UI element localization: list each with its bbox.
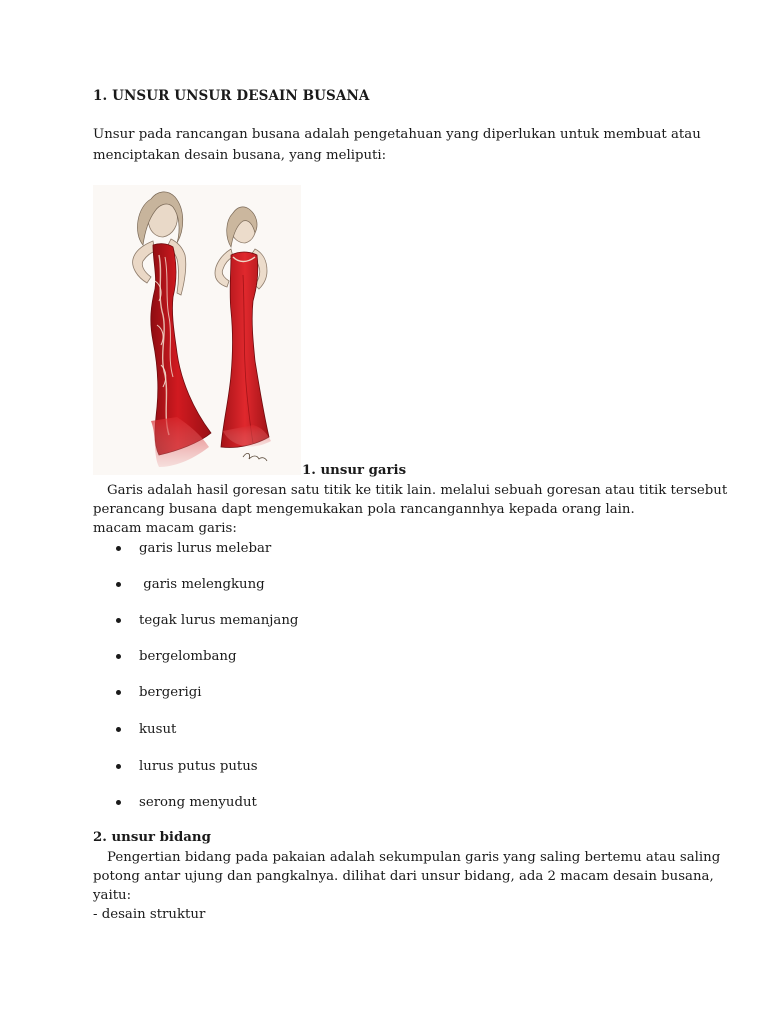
bidang-paragraph-line-3: yaitu: [93,888,132,903]
bullet-dot [116,618,121,623]
intro-line-2: menciptakan desain busana, yang meliputi: [93,148,387,163]
bullet-dot [116,800,121,805]
list-item: bergelombang [139,649,237,664]
bidang-item-desain-struktur: - desain struktur [93,907,206,922]
intro-line-1: Unsur pada rancangan busana adalah pengetahuan yang diperlukan untuk membuat atau [93,127,701,142]
unsur-garis-heading: 1. unsur garis [302,463,407,478]
bidang-paragraph-line-2: potong antar ujung dan pangkalnya. dilihat dari unsur bidang, ada 2 macam desain busana, [93,869,714,884]
bullet-dot [116,582,121,587]
list-item: tegak lurus memanjang [139,613,299,628]
dress-sketch-image [93,185,301,475]
list-item: garis lurus melebar [139,541,272,556]
bullet-dot [116,654,121,659]
list-item: bergerigi [139,685,202,700]
bullet-dot [116,727,121,732]
garis-list-intro: macam macam garis: [93,521,237,536]
list-item: garis melengkung [139,577,265,592]
section-heading: 1. UNSUR UNSUR DESAIN BUSANA [93,88,370,104]
garis-paragraph-line-2: perancang busana dapt mengemukakan pola rancangannhya kepada orang lain. [93,502,635,517]
list-item: lurus putus putus [139,759,258,774]
bidang-paragraph-line-1: Pengertian bidang pada pakaian adalah sekumpulan garis yang saling bertemu atau saling [107,850,721,865]
list-item: kusut [139,722,177,737]
garis-paragraph-line-1: Garis adalah hasil goresan satu titik ke titik lain. melalui sebuah goresan atau titik tersebut [107,483,728,498]
bullet-dot [116,690,121,695]
bullet-dot [116,546,121,551]
unsur-bidang-heading: 2. unsur bidang [93,830,211,845]
fashion-illustration [93,185,301,475]
list-item: serong menyudut [139,795,257,810]
bullet-dot [116,764,121,769]
